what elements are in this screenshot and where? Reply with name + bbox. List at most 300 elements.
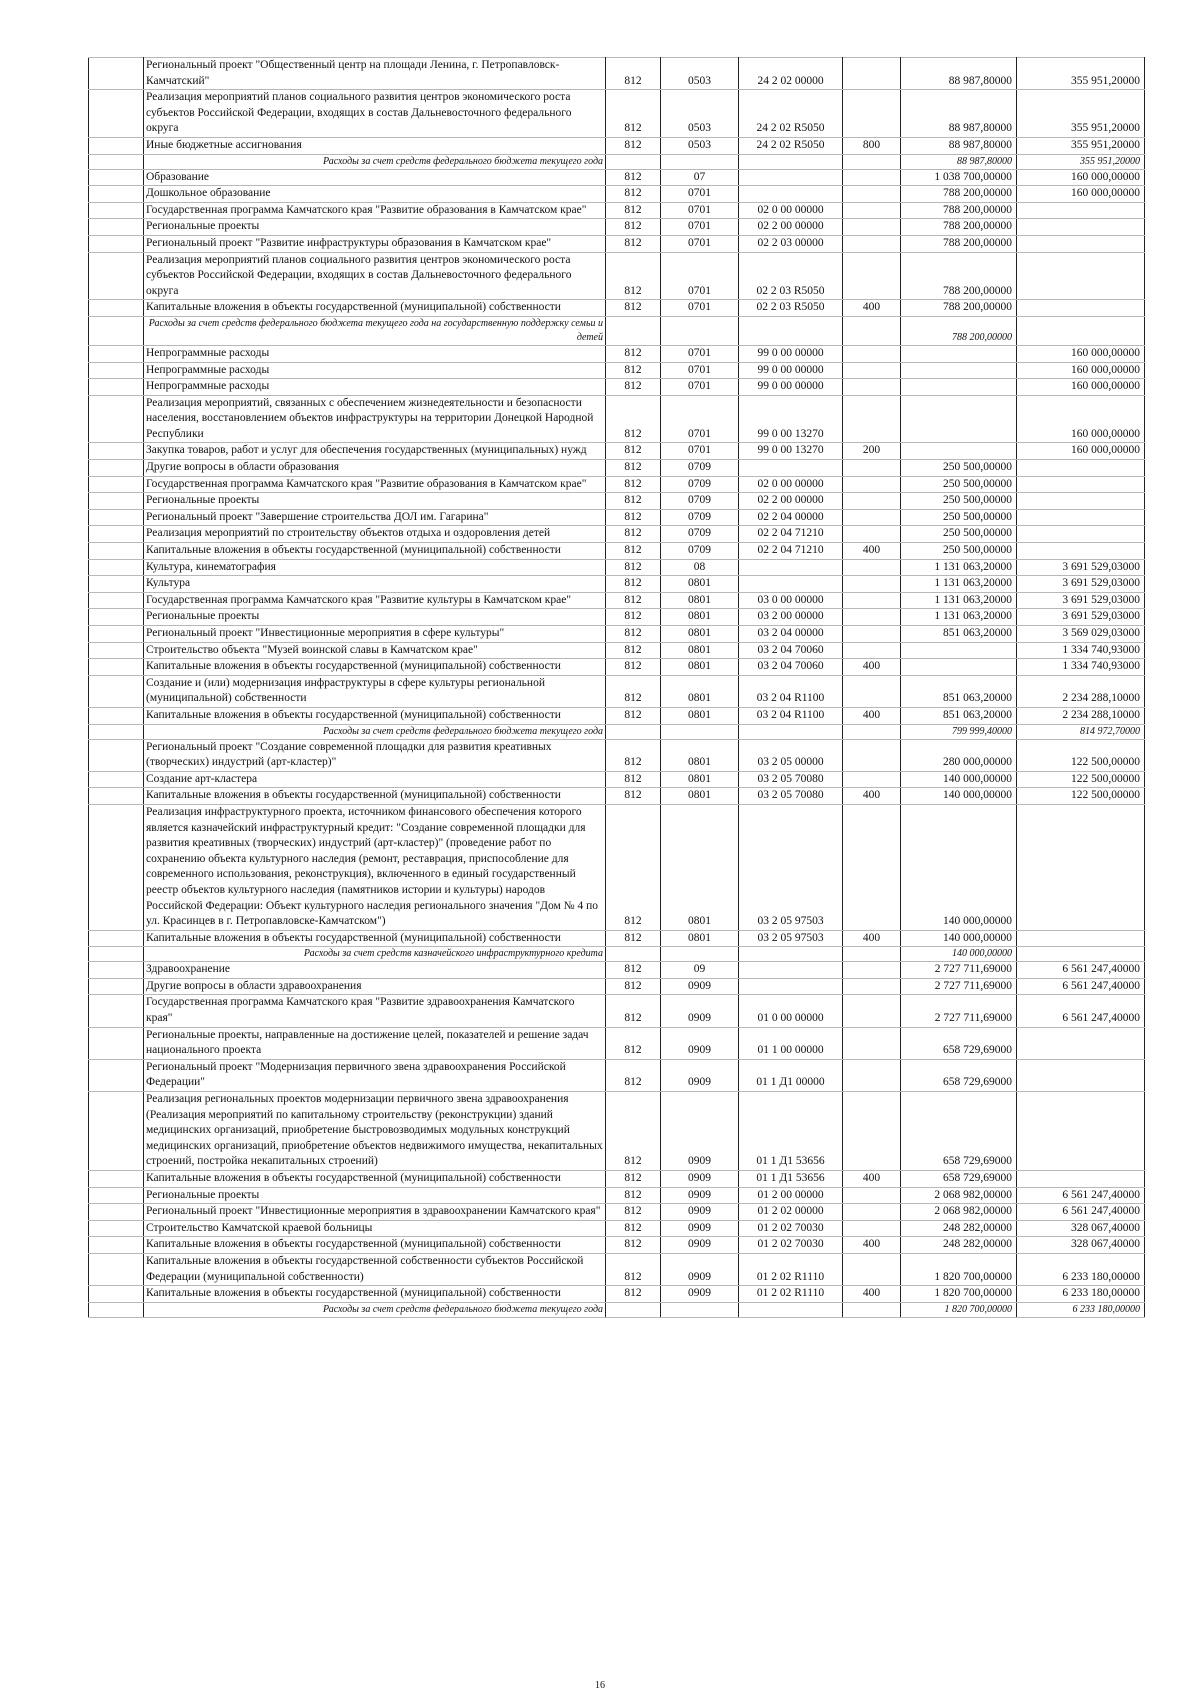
amount-year2-cell: 6 233 180,00000: [1017, 1302, 1145, 1317]
amount-year1-cell: 140 000,00000: [901, 804, 1017, 930]
amount-year1-cell: 88 987,80000: [901, 58, 1017, 90]
expense-type-cell: [843, 169, 901, 186]
table-row: [89, 58, 1145, 90]
table-row: [89, 235, 1145, 252]
amount-year1-cell: 88 987,80000: [901, 90, 1017, 138]
target-code-cell: 24 2 02 R5050: [739, 90, 843, 138]
expense-type-cell: [843, 947, 901, 962]
amount-year1-cell: 2 068 982,00000: [901, 1204, 1017, 1221]
table-subtotal-row: [89, 947, 1145, 962]
ved-code-cell: 812: [606, 202, 661, 219]
target-code-cell: 02 2 00 00000: [739, 219, 843, 236]
amount-year1-cell: 2 727 711,69000: [901, 995, 1017, 1027]
amount-year1-cell: [901, 642, 1017, 659]
expense-name-cell: Непрограммные расходы: [144, 345, 606, 362]
amount-year1-cell: 788 200,00000: [901, 316, 1017, 345]
ved-code-cell: 812: [606, 395, 661, 443]
ved-code-cell: 812: [606, 300, 661, 317]
target-code-cell: 99 0 00 13270: [739, 395, 843, 443]
amount-year2-cell: 122 500,00000: [1017, 739, 1145, 771]
expense-name-cell: Региональные проекты: [144, 1187, 606, 1204]
expense-type-cell: [843, 642, 901, 659]
amount-year2-cell: 160 000,00000: [1017, 379, 1145, 396]
table-row: [89, 788, 1145, 805]
table-row: [89, 1237, 1145, 1254]
expense-type-cell: [843, 1187, 901, 1204]
blank-cell: [89, 626, 144, 643]
blank-cell: [89, 137, 144, 154]
expense-type-cell: 400: [843, 659, 901, 676]
amount-year1-cell: 248 282,00000: [901, 1237, 1017, 1254]
expense-name-cell: Капитальные вложения в объекты государственной (муниципальной) собственности: [144, 1171, 606, 1188]
expense-type-cell: [843, 460, 901, 477]
expense-name-cell: Реализация региональных проектов модернизации первичного звена здравоохранения (Реализация мероприятий по капитальному строительству (реконструкции) зданий медицинских организаций, приобретение быстровозводимых модульных конструкций медицинских организаций, приобретение объектов недвижимого имущества, некапитальных строений, постройка некапитальных строений): [144, 1092, 606, 1171]
ved-code-cell: 812: [606, 609, 661, 626]
expense-type-cell: [843, 509, 901, 526]
target-code-cell: [739, 576, 843, 593]
expense-type-cell: [843, 1059, 901, 1091]
amount-year2-cell: [1017, 219, 1145, 236]
section-code-cell: [661, 724, 739, 739]
expense-name-cell: Расходы за счет средств федерального бюджета текущего года: [144, 1302, 606, 1317]
amount-year2-cell: [1017, 526, 1145, 543]
section-code-cell: 0701: [661, 300, 739, 317]
ved-code-cell: 812: [606, 739, 661, 771]
blank-cell: [89, 995, 144, 1027]
blank-cell: [89, 1204, 144, 1221]
ved-code-cell: 812: [606, 137, 661, 154]
expense-name-cell: Региональные проекты, направленные на достижение целей, показателей и решение задач национального проекта: [144, 1027, 606, 1059]
expense-type-cell: 400: [843, 707, 901, 724]
section-code-cell: 0801: [661, 675, 739, 707]
table-subtotal-row: [89, 724, 1145, 739]
amount-year2-cell: 160 000,00000: [1017, 395, 1145, 443]
target-code-cell: 99 0 00 13270: [739, 443, 843, 460]
expense-name-cell: Капитальные вложения в объекты государственной (муниципальной) собственности: [144, 1237, 606, 1254]
amount-year1-cell: 788 200,00000: [901, 186, 1017, 203]
expense-name-cell: Реализация мероприятий планов социального развития центров экономического роста субъектов Российской Федерации, входящих в состав Дальневосточного федерального округа: [144, 90, 606, 138]
table-row: [89, 1092, 1145, 1171]
ved-code-cell: 812: [606, 493, 661, 510]
ved-code-cell: 812: [606, 1059, 661, 1091]
target-code-cell: 02 2 00 00000: [739, 493, 843, 510]
amount-year2-cell: [1017, 316, 1145, 345]
section-code-cell: 0503: [661, 58, 739, 90]
ved-code-cell: 812: [606, 443, 661, 460]
blank-cell: [89, 947, 144, 962]
table-row: [89, 252, 1145, 300]
section-code-cell: 0503: [661, 90, 739, 138]
ved-code-cell: 812: [606, 642, 661, 659]
amount-year1-cell: 799 999,40000: [901, 724, 1017, 739]
ved-code-cell: 812: [606, 460, 661, 477]
amount-year1-cell: [901, 345, 1017, 362]
expense-name-cell: Региональные проекты: [144, 609, 606, 626]
expense-type-cell: [843, 219, 901, 236]
blank-cell: [89, 316, 144, 345]
table-row: [89, 1286, 1145, 1303]
amount-year2-cell: 160 000,00000: [1017, 362, 1145, 379]
blank-cell: [89, 379, 144, 396]
expense-name-cell: Здравоохранение: [144, 962, 606, 979]
blank-cell: [89, 675, 144, 707]
amount-year2-cell: 3 691 529,03000: [1017, 592, 1145, 609]
blank-cell: [89, 509, 144, 526]
amount-year2-cell: 355 951,20000: [1017, 154, 1145, 169]
expense-name-cell: Дошкольное образование: [144, 186, 606, 203]
expense-name-cell: Капитальные вложения в объекты государственной (муниципальной) собственности: [144, 930, 606, 947]
expense-name-cell: Региональный проект "Создание современной площадки для развития креативных (творческих) индустрий (арт-кластер)": [144, 739, 606, 771]
amount-year1-cell: 248 282,00000: [901, 1220, 1017, 1237]
amount-year2-cell: 6 561 247,40000: [1017, 962, 1145, 979]
section-code-cell: 0701: [661, 362, 739, 379]
section-code-cell: 0909: [661, 1187, 739, 1204]
amount-year2-cell: 3 691 529,03000: [1017, 576, 1145, 593]
blank-cell: [89, 659, 144, 676]
ved-code-cell: 812: [606, 476, 661, 493]
target-code-cell: [739, 978, 843, 995]
target-code-cell: 02 0 00 00000: [739, 476, 843, 493]
expense-name-cell: Другие вопросы в области здравоохранения: [144, 978, 606, 995]
ved-code-cell: 812: [606, 978, 661, 995]
target-code-cell: 99 0 00 00000: [739, 345, 843, 362]
amount-year2-cell: 3 569 029,03000: [1017, 626, 1145, 643]
amount-year1-cell: 851 063,20000: [901, 707, 1017, 724]
target-code-cell: 03 2 05 00000: [739, 739, 843, 771]
ved-code-cell: 812: [606, 771, 661, 788]
amount-year2-cell: [1017, 1171, 1145, 1188]
ved-code-cell: 812: [606, 379, 661, 396]
target-code-cell: 03 2 04 70060: [739, 659, 843, 676]
blank-cell: [89, 1092, 144, 1171]
expense-type-cell: [843, 58, 901, 90]
section-code-cell: 0909: [661, 1237, 739, 1254]
section-code-cell: 0909: [661, 1027, 739, 1059]
expense-type-cell: [843, 962, 901, 979]
expense-name-cell: Культура, кинематография: [144, 559, 606, 576]
amount-year1-cell: [901, 395, 1017, 443]
blank-cell: [89, 235, 144, 252]
target-code-cell: 02 2 04 71210: [739, 543, 843, 560]
blank-cell: [89, 1253, 144, 1285]
target-code-cell: 03 2 04 00000: [739, 626, 843, 643]
expense-type-cell: [843, 1253, 901, 1285]
expense-type-cell: [843, 978, 901, 995]
ved-code-cell: 812: [606, 58, 661, 90]
amount-year1-cell: [901, 379, 1017, 396]
amount-year1-cell: 1 820 700,00000: [901, 1286, 1017, 1303]
table-row: [89, 1059, 1145, 1091]
amount-year2-cell: [1017, 930, 1145, 947]
ved-code-cell: 812: [606, 592, 661, 609]
table-subtotal-row: [89, 154, 1145, 169]
blank-cell: [89, 460, 144, 477]
table-row: [89, 642, 1145, 659]
expense-type-cell: [843, 592, 901, 609]
expense-name-cell: Государственная программа Камчатского края "Развитие культуры в Камчатском крае": [144, 592, 606, 609]
blank-cell: [89, 362, 144, 379]
target-code-cell: 02 2 04 00000: [739, 509, 843, 526]
ved-code-cell: 812: [606, 707, 661, 724]
table-row: [89, 1027, 1145, 1059]
expense-type-cell: [843, 1092, 901, 1171]
ved-code-cell: 812: [606, 675, 661, 707]
target-code-cell: [739, 169, 843, 186]
target-code-cell: 99 0 00 00000: [739, 362, 843, 379]
section-code-cell: 0801: [661, 739, 739, 771]
blank-cell: [89, 1027, 144, 1059]
ved-code-cell: 812: [606, 509, 661, 526]
section-code-cell: 0909: [661, 1286, 739, 1303]
blank-cell: [89, 930, 144, 947]
expense-name-cell: Региональный проект "Модернизация первичного звена здравоохранения Российской Федерации": [144, 1059, 606, 1091]
amount-year2-cell: 355 951,20000: [1017, 58, 1145, 90]
expense-name-cell: Государственная программа Камчатского края "Развитие образования в Камчатском крае": [144, 476, 606, 493]
amount-year2-cell: 814 972,70000: [1017, 724, 1145, 739]
amount-year2-cell: [1017, 493, 1145, 510]
expense-name-cell: Государственная программа Камчатского края "Развитие образования в Камчатском крае": [144, 202, 606, 219]
amount-year1-cell: [901, 659, 1017, 676]
section-code-cell: 0709: [661, 476, 739, 493]
target-code-cell: [739, 154, 843, 169]
section-code-cell: 0801: [661, 804, 739, 930]
section-code-cell: 0909: [661, 1092, 739, 1171]
section-code-cell: 0701: [661, 235, 739, 252]
table-row: [89, 543, 1145, 560]
amount-year1-cell: 658 729,69000: [901, 1059, 1017, 1091]
section-code-cell: 0701: [661, 345, 739, 362]
section-code-cell: 07: [661, 169, 739, 186]
section-code-cell: 0909: [661, 1059, 739, 1091]
table-row: [89, 930, 1145, 947]
expense-type-cell: [843, 626, 901, 643]
expense-type-cell: [843, 235, 901, 252]
target-code-cell: 01 1 Д1 53656: [739, 1092, 843, 1171]
amount-year1-cell: 658 729,69000: [901, 1092, 1017, 1171]
section-code-cell: 0909: [661, 995, 739, 1027]
target-code-cell: 03 2 05 97503: [739, 804, 843, 930]
expense-type-cell: [843, 476, 901, 493]
table-row: [89, 707, 1145, 724]
blank-cell: [89, 609, 144, 626]
target-code-cell: 24 2 02 00000: [739, 58, 843, 90]
amount-year2-cell: 6 561 247,40000: [1017, 1187, 1145, 1204]
ved-code-cell: 812: [606, 526, 661, 543]
table-row: [89, 576, 1145, 593]
expense-name-cell: Непрограммные расходы: [144, 362, 606, 379]
amount-year1-cell: 140 000,00000: [901, 788, 1017, 805]
amount-year2-cell: 328 067,40000: [1017, 1237, 1145, 1254]
expense-name-cell: Региональный проект "Инвестиционные мероприятия в сфере культуры": [144, 626, 606, 643]
section-code-cell: 0701: [661, 379, 739, 396]
amount-year1-cell: 2 727 711,69000: [901, 962, 1017, 979]
blank-cell: [89, 154, 144, 169]
section-code-cell: 0701: [661, 252, 739, 300]
ved-code-cell: 812: [606, 169, 661, 186]
target-code-cell: 24 2 02 R5050: [739, 137, 843, 154]
target-code-cell: 01 2 02 R1110: [739, 1253, 843, 1285]
target-code-cell: 03 2 05 70080: [739, 788, 843, 805]
expense-type-cell: 400: [843, 1171, 901, 1188]
expense-type-cell: 200: [843, 443, 901, 460]
ved-code-cell: 812: [606, 362, 661, 379]
target-code-cell: 03 2 05 70080: [739, 771, 843, 788]
blank-cell: [89, 978, 144, 995]
ved-code-cell: 812: [606, 962, 661, 979]
target-code-cell: 03 2 05 97503: [739, 930, 843, 947]
expense-name-cell: Расходы за счет средств федерального бюджета текущего года: [144, 724, 606, 739]
blank-cell: [89, 576, 144, 593]
ved-code-cell: 812: [606, 1220, 661, 1237]
blank-cell: [89, 58, 144, 90]
table-subtotal-row: [89, 1302, 1145, 1317]
amount-year2-cell: 328 067,40000: [1017, 1220, 1145, 1237]
amount-year2-cell: [1017, 509, 1145, 526]
expense-name-cell: Реализация мероприятий по строительству объектов отдыха и оздоровления детей: [144, 526, 606, 543]
expense-name-cell: Государственная программа Камчатского края "Развитие здравоохранения Камчатского края": [144, 995, 606, 1027]
section-code-cell: 0709: [661, 526, 739, 543]
target-code-cell: 01 2 02 R1110: [739, 1286, 843, 1303]
ved-code-cell: [606, 947, 661, 962]
target-code-cell: 01 2 02 70030: [739, 1237, 843, 1254]
expense-type-cell: [843, 576, 901, 593]
table-subtotal-row: [89, 316, 1145, 345]
amount-year2-cell: 160 000,00000: [1017, 186, 1145, 203]
expense-type-cell: [843, 675, 901, 707]
expense-name-cell: Другие вопросы в области образования: [144, 460, 606, 477]
expense-type-cell: [843, 90, 901, 138]
expense-name-cell: Создание арт-кластера: [144, 771, 606, 788]
ved-code-cell: 812: [606, 659, 661, 676]
blank-cell: [89, 804, 144, 930]
amount-year2-cell: 6 233 180,00000: [1017, 1253, 1145, 1285]
amount-year2-cell: [1017, 947, 1145, 962]
section-code-cell: 0709: [661, 460, 739, 477]
budget-table: [88, 57, 1145, 1318]
target-code-cell: 01 1 Д1 53656: [739, 1171, 843, 1188]
expense-name-cell: Региональный проект "Общественный центр на площади Ленина, г. Петропавловск-Камчатский": [144, 58, 606, 90]
expense-type-cell: 400: [843, 788, 901, 805]
amount-year1-cell: 2 068 982,00000: [901, 1187, 1017, 1204]
ved-code-cell: 812: [606, 543, 661, 560]
section-code-cell: 0709: [661, 509, 739, 526]
amount-year1-cell: 788 200,00000: [901, 235, 1017, 252]
amount-year1-cell: 851 063,20000: [901, 626, 1017, 643]
blank-cell: [89, 345, 144, 362]
amount-year2-cell: 6 561 247,40000: [1017, 1204, 1145, 1221]
blank-cell: [89, 1059, 144, 1091]
table-row: [89, 202, 1145, 219]
ved-code-cell: 812: [606, 1237, 661, 1254]
expense-name-cell: Региональные проекты: [144, 219, 606, 236]
ved-code-cell: [606, 1302, 661, 1317]
amount-year2-cell: [1017, 1059, 1145, 1091]
target-code-cell: 01 2 00 00000: [739, 1187, 843, 1204]
table-row: [89, 1204, 1145, 1221]
table-row: [89, 219, 1145, 236]
target-code-cell: 02 0 00 00000: [739, 202, 843, 219]
amount-year2-cell: 355 951,20000: [1017, 90, 1145, 138]
expense-name-cell: Строительство объекта "Музей воинской славы в Камчатском крае": [144, 642, 606, 659]
table-row: [89, 1220, 1145, 1237]
blank-cell: [89, 1302, 144, 1317]
budget-table-body: [89, 58, 1145, 1318]
target-code-cell: 01 0 00 00000: [739, 995, 843, 1027]
expense-name-cell: Создание и (или) модернизация инфраструктуры в сфере культуры региональной (муниципальной) собственности: [144, 675, 606, 707]
section-code-cell: 0909: [661, 1220, 739, 1237]
amount-year2-cell: 122 500,00000: [1017, 788, 1145, 805]
section-code-cell: 0801: [661, 788, 739, 805]
blank-cell: [89, 642, 144, 659]
table-row: [89, 526, 1145, 543]
target-code-cell: 02 2 03 R5050: [739, 300, 843, 317]
blank-cell: [89, 592, 144, 609]
amount-year1-cell: 1 820 700,00000: [901, 1253, 1017, 1285]
table-row: [89, 90, 1145, 138]
section-code-cell: [661, 947, 739, 962]
blank-cell: [89, 1171, 144, 1188]
blank-cell: [89, 1286, 144, 1303]
ved-code-cell: 812: [606, 90, 661, 138]
amount-year1-cell: 280 000,00000: [901, 739, 1017, 771]
target-code-cell: 02 2 03 R5050: [739, 252, 843, 300]
expense-type-cell: [843, 395, 901, 443]
expense-type-cell: [843, 1204, 901, 1221]
expense-type-cell: [843, 493, 901, 510]
expense-name-cell: Региональные проекты: [144, 493, 606, 510]
table-row: [89, 771, 1145, 788]
section-code-cell: 0701: [661, 219, 739, 236]
blank-cell: [89, 739, 144, 771]
amount-year2-cell: [1017, 235, 1145, 252]
section-code-cell: 0801: [661, 576, 739, 593]
target-code-cell: 01 2 02 00000: [739, 1204, 843, 1221]
target-code-cell: 03 0 00 00000: [739, 592, 843, 609]
amount-year2-cell: [1017, 476, 1145, 493]
expense-name-cell: Региональный проект "Завершение строительства ДОЛ им. Гагарина": [144, 509, 606, 526]
ved-code-cell: 812: [606, 1187, 661, 1204]
target-code-cell: 03 2 04 R1100: [739, 675, 843, 707]
amount-year1-cell: 1 131 063,20000: [901, 609, 1017, 626]
amount-year2-cell: 3 691 529,03000: [1017, 559, 1145, 576]
amount-year1-cell: 1 131 063,20000: [901, 592, 1017, 609]
expense-type-cell: 400: [843, 1237, 901, 1254]
expense-name-cell: Реализация инфраструктурного проекта, источником финансового обеспечения которого является казначейский инфраструктурный кредит: "Создание современной площадки для развития креативных (творческих) индустрий (арт-кластер)" (проведение работ по сохранению объекта культурного наследия (ремонт, реставрация, приспособление для современного использования, реконструкция), включенного в единый государственный реестр объектов культурного наследия (памятников истории и культуры) народов Российской Федерации: Объект культурного наследия регионального значения "Дом № 4 по ул. Красинцев в г. Петропавловске-Камчатском"): [144, 804, 606, 930]
expense-type-cell: [843, 345, 901, 362]
section-code-cell: 0709: [661, 493, 739, 510]
section-code-cell: 0909: [661, 1204, 739, 1221]
ved-code-cell: 812: [606, 1171, 661, 1188]
ved-code-cell: 812: [606, 186, 661, 203]
expense-type-cell: [843, 609, 901, 626]
amount-year2-cell: [1017, 804, 1145, 930]
ved-code-cell: 812: [606, 626, 661, 643]
amount-year2-cell: [1017, 1092, 1145, 1171]
ved-code-cell: 812: [606, 576, 661, 593]
table-row: [89, 300, 1145, 317]
amount-year1-cell: 1 038 700,00000: [901, 169, 1017, 186]
ved-code-cell: 812: [606, 235, 661, 252]
expense-name-cell: Реализация мероприятий, связанных с обеспечением жизнедеятельности и безопасности населения, восстановлением объектов инфраструктуры на территории Донецкой Народной Республики: [144, 395, 606, 443]
ved-code-cell: 812: [606, 345, 661, 362]
blank-cell: [89, 300, 144, 317]
amount-year2-cell: [1017, 202, 1145, 219]
target-code-cell: 02 2 04 71210: [739, 526, 843, 543]
ved-code-cell: 812: [606, 1253, 661, 1285]
expense-type-cell: [843, 202, 901, 219]
ved-code-cell: 812: [606, 252, 661, 300]
ved-code-cell: [606, 316, 661, 345]
